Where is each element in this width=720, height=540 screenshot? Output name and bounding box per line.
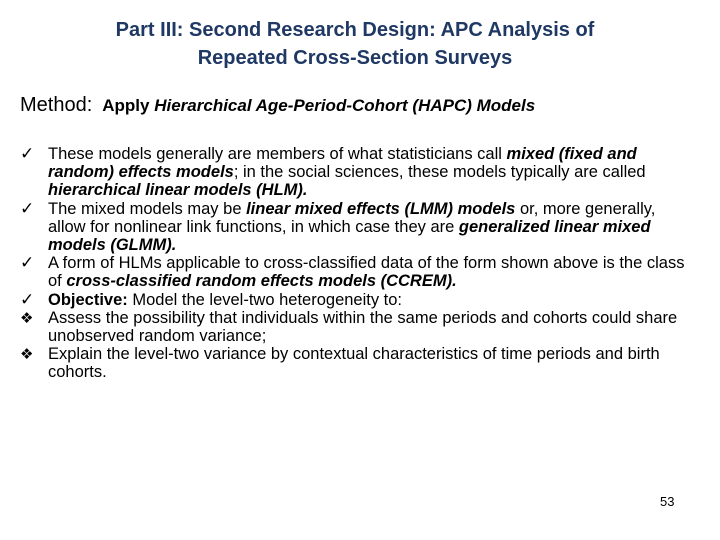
bullet-text-run: The mixed models may be: [48, 199, 247, 218]
bullet-item: [20, 145, 690, 200]
bullet-list: [20, 145, 690, 382]
bullet-item: [20, 291, 690, 309]
bullet-emphasis: mixed (fixed and random) effects models: [48, 145, 637, 182]
bullet-text-run: Model the level-two heterogeneity to:: [127, 290, 403, 309]
bullet-text: [48, 309, 677, 345]
bullet-emphasis: Objective:: [48, 290, 128, 309]
bullet-text: [48, 200, 655, 254]
bullet-text-run: ; in the social sciences, these models typically are called: [233, 163, 646, 182]
slide-title-line-1: Part III: Second Research Design: APC Analysis of: [115, 19, 595, 41]
bullet-text-run: Explain the level-two variance by contextual characteristics of time periods and birth cohorts.: [48, 345, 660, 382]
method-text: [102, 96, 535, 115]
bullet-emphasis: [48, 181, 308, 199]
bullet-emphasis: [246, 200, 515, 218]
bullet-text: [48, 145, 646, 199]
check-icon: ✓: [20, 289, 35, 310]
method-line: [20, 92, 535, 119]
method-label: Method:: [20, 94, 93, 116]
method-text-prefix: Apply: [102, 96, 155, 115]
slide-title-line-2: Repeated Cross-Section Surveys: [197, 47, 513, 69]
bullet-item: [20, 345, 690, 381]
diamond-bullet-icon: ❖: [20, 308, 34, 327]
check-icon: ✓: [20, 198, 35, 219]
check-icon: ✓: [20, 253, 35, 274]
bullet-emphasis: [66, 272, 456, 290]
method-text-italic: Hierarchical Age-Period-Cohort (HAPC) Models: [154, 96, 536, 115]
bullet-text: [48, 345, 660, 381]
bullet-text-run: or, more generally, allow for nonlinear link functions, in which case they are: [48, 199, 656, 236]
bullet-emphasis: hierarchical linear models (HLM).: [48, 181, 308, 200]
slide-title: [0, 16, 710, 72]
bullet-item: [20, 309, 690, 345]
bullet-text: [48, 254, 684, 290]
bullet-item: [20, 254, 690, 290]
bullet-item: [20, 200, 690, 255]
bullet-emphasis: cross-classified random effects models (CCREM).: [66, 272, 457, 291]
bullet-emphasis: generalized linear mixed models (GLMM).: [48, 217, 651, 255]
bullet-emphasis: linear mixed effects (LMM) models: [246, 199, 516, 218]
diamond-bullet-icon: ❖: [20, 345, 34, 364]
check-icon: ✓: [20, 144, 35, 164]
bullet-text-run: Assess the possibility that individuals within the same periods and cohorts could share unobserved random variance;: [48, 308, 678, 346]
page-number: 53: [660, 494, 675, 509]
bullet-text-run: These models generally are members of what statisticians call: [48, 145, 507, 163]
bullet-text: [48, 291, 402, 309]
bullet-text-run: A form of HLMs applicable to cross-classified data of the form shown above is the class of: [48, 254, 685, 291]
